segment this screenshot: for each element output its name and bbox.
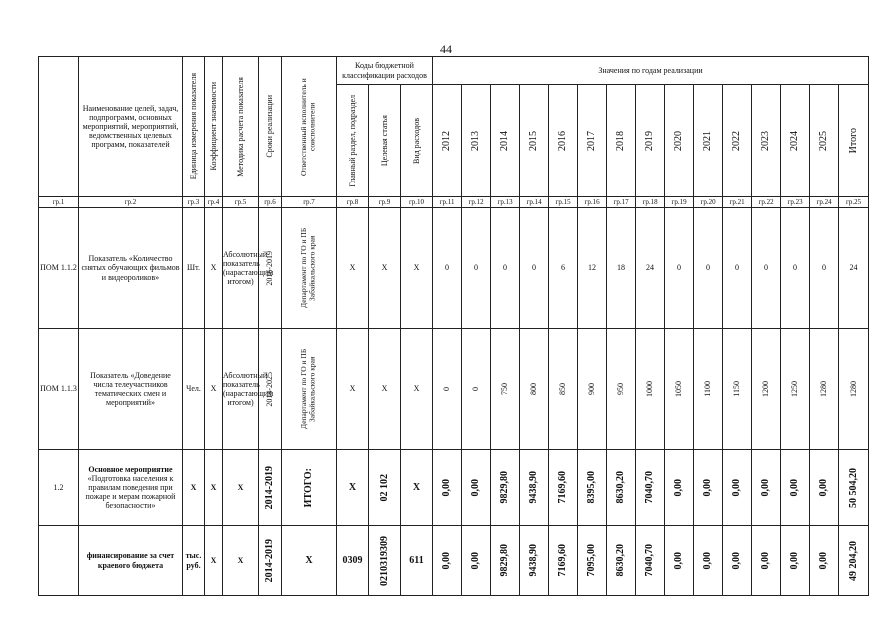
column-number: гр.9 [369, 197, 401, 208]
row-name-desc: «Подготовка населения к правилам поведения при пожаре и мерам пожарной безопасности» [85, 473, 176, 511]
row-value: 7040,70 [644, 471, 656, 504]
row-id: ПОМ 1.1.3 [39, 329, 79, 450]
row-method: Х [223, 450, 259, 526]
row-value-cell [549, 450, 578, 526]
row-value: 1280 [819, 381, 829, 397]
column-number: гр.7 [282, 197, 337, 208]
row-value-cell [433, 329, 462, 450]
row-value: 0 [694, 208, 723, 329]
row-executor-cell [282, 329, 337, 450]
row-value-cell [723, 450, 752, 526]
row-value: 0 [752, 208, 781, 329]
row-terms: 2016-2019 [265, 250, 275, 286]
row-value: 1000 [645, 381, 655, 397]
row-coef: Х [205, 329, 223, 450]
column-number: гр.23 [781, 197, 810, 208]
row-value: 900 [587, 383, 597, 395]
header-year: 2012 [441, 130, 453, 151]
header-year: 2021 [702, 130, 714, 151]
column-number: гр.24 [810, 197, 839, 208]
row-id: ПОМ 1.1.2 [39, 208, 79, 329]
row-executor: Департамент по ГО и ПБ Забайкальского края [299, 227, 317, 309]
row-value: 9829,80 [499, 471, 511, 504]
row-value: 0,00 [702, 478, 714, 497]
row-coef: Х [205, 450, 223, 526]
row-value: 0,00 [760, 551, 772, 570]
row-value: 0,00 [441, 551, 453, 570]
column-number: гр.5 [223, 197, 259, 208]
row-total: 1280 [848, 381, 858, 397]
row-value: 0,00 [760, 478, 772, 497]
row-value: 8630,20 [615, 471, 627, 504]
row-code-target: 0210319309 [378, 535, 390, 586]
row-terms: 2014-2025 [265, 371, 275, 407]
row-value-cell [578, 329, 607, 450]
header-name: Наименование целей, задач, подпрограмм, основных мероприятий, мероприятий, ведомственных целевых программ, показателей [79, 57, 183, 197]
row-code-kind: Х [401, 208, 433, 329]
row-value-cell [636, 450, 665, 526]
row-value-cell [694, 329, 723, 450]
row-value-cell [607, 450, 636, 526]
row-value: 0,00 [441, 478, 453, 497]
column-number: гр.13 [491, 197, 520, 208]
header-code-section: Главный раздел, подраздел [347, 94, 357, 187]
header-year: 2016 [557, 130, 569, 151]
row-value-cell [491, 526, 520, 596]
header-terms: Сроки реализации [265, 95, 275, 158]
row-value: 8630,20 [615, 544, 627, 577]
row-value-cell [665, 329, 694, 450]
column-number: гр.20 [694, 197, 723, 208]
row-total-cell [839, 450, 869, 526]
row-code-section: 0309 [337, 526, 369, 596]
row-name: Показатель «Количество снятых обучающих фильмов и видеороликов» [79, 208, 183, 329]
row-code-section: Х [337, 208, 369, 329]
row-value-cell [462, 329, 491, 450]
row-coef: Х [205, 526, 223, 596]
column-number: гр.15 [549, 197, 578, 208]
row-code-target: Х [369, 208, 401, 329]
header-year: 2024 [789, 130, 801, 151]
row-total: 49 204,20 [847, 540, 859, 581]
column-number: гр.1 [39, 197, 79, 208]
row-value-cell [781, 450, 810, 526]
row-total: 50 504,20 [847, 467, 859, 508]
column-number-row [39, 197, 869, 208]
column-number: гр.14 [520, 197, 549, 208]
row-executor: Х [282, 526, 337, 596]
header-year: 2020 [673, 130, 685, 151]
row-value: 0 [723, 208, 752, 329]
column-number: гр.2 [79, 197, 183, 208]
row-value: 1050 [674, 381, 684, 397]
column-number: гр.4 [205, 197, 223, 208]
row-value: 0,00 [673, 551, 685, 570]
row-name: финансирование за счет краевого бюджета [79, 526, 183, 596]
row-value: 0 [810, 208, 839, 329]
row-value: 9438,90 [528, 544, 540, 577]
row-terms-cell [259, 450, 282, 526]
row-value-cell [810, 450, 839, 526]
row-value-cell [520, 450, 549, 526]
column-number: гр.8 [337, 197, 369, 208]
header-code-target: Целевая статья [379, 114, 389, 167]
row-value-cell [752, 450, 781, 526]
row-value: 1200 [761, 381, 771, 397]
row-unit: Шт. [183, 208, 205, 329]
column-number: гр.10 [401, 197, 433, 208]
row-code-target: Х [369, 329, 401, 450]
row-value: 0,00 [470, 551, 482, 570]
row-total-cell [839, 526, 869, 596]
header-codes: Коды бюджетной классификации расходов [337, 57, 433, 85]
row-method: Х [223, 526, 259, 596]
row-unit: тыс. руб. [183, 526, 205, 596]
row-total: 24 [839, 208, 869, 329]
row-value: 7095,00 [586, 544, 598, 577]
row-value: 950 [616, 383, 626, 395]
row-value: 1100 [703, 381, 713, 397]
header-year: 2019 [644, 130, 656, 151]
row-code-target: 02 102 [378, 473, 390, 502]
row-value-cell [694, 450, 723, 526]
row-method: Абсолютный показатель (нарастающим итогом) [223, 208, 259, 329]
row-value: 0,00 [673, 478, 685, 497]
row-value-cell [781, 526, 810, 596]
row-executor: Департамент по ГО и ПБ Забайкальского края [299, 348, 317, 430]
header-year: 2023 [760, 130, 772, 151]
row-code-section: Х [337, 329, 369, 450]
row-code-target-cell [369, 526, 401, 596]
row-value-cell [549, 329, 578, 450]
column-number: гр.18 [636, 197, 665, 208]
row-value: 0 [491, 208, 520, 329]
row-value: 7169,60 [557, 544, 569, 577]
row-code-kind: Х [401, 329, 433, 450]
row-value-cell [636, 329, 665, 450]
header-code-kind: Вид расходов [411, 117, 421, 164]
header-values-by-year: Значения по годам реализации [433, 57, 869, 85]
row-value-cell [810, 329, 839, 450]
row-value-cell [578, 450, 607, 526]
row-value-cell [723, 526, 752, 596]
row-value: 0,00 [731, 551, 743, 570]
row-value-cell [723, 329, 752, 450]
row-name [79, 450, 183, 526]
header-year: 2013 [470, 130, 482, 151]
table-row [39, 208, 869, 329]
row-executor-cell [282, 450, 337, 526]
header-year: 2014 [499, 130, 511, 151]
row-value: 12 [578, 208, 607, 329]
row-name: Показатель «Доведение числа телеучастников тематических смен и мероприятий» [79, 329, 183, 450]
row-value-cell [433, 526, 462, 596]
header-total: Итого [847, 127, 859, 154]
row-value: 1150 [732, 381, 742, 397]
row-value: 0 [442, 387, 452, 391]
row-method: Абсолютный показатель (нарастающим итогом) [223, 329, 259, 450]
row-value-cell [810, 526, 839, 596]
row-value: 0 [781, 208, 810, 329]
header-year: 2018 [615, 130, 627, 151]
table-row [39, 450, 869, 526]
row-name-title: Основное мероприятие [88, 464, 173, 474]
row-code-section: Х [337, 450, 369, 526]
header-empty [39, 57, 79, 197]
row-value: 6 [549, 208, 578, 329]
column-number: гр.12 [462, 197, 491, 208]
row-value: 24 [636, 208, 665, 329]
header-year: 2015 [528, 130, 540, 151]
row-value: 9829,80 [499, 544, 511, 577]
row-value-cell [491, 450, 520, 526]
row-unit: Чел. [183, 329, 205, 450]
row-value: 800 [529, 383, 539, 395]
row-value: 0 [520, 208, 549, 329]
row-value-cell [462, 526, 491, 596]
row-value-cell [607, 329, 636, 450]
row-value: 0 [462, 208, 491, 329]
row-value-cell [665, 526, 694, 596]
header-year: 2017 [586, 130, 598, 151]
row-value: 1250 [790, 381, 800, 397]
row-terms: 2014-2019 [264, 465, 276, 510]
row-executor: ИТОГО: [303, 467, 315, 508]
row-coef: Х [205, 208, 223, 329]
page-number: 44 [440, 42, 452, 56]
table-row [39, 329, 869, 450]
row-value: 18 [607, 208, 636, 329]
header-coef: Коэффициент значимости [208, 82, 218, 171]
row-value: 750 [500, 383, 510, 395]
row-value-cell [752, 526, 781, 596]
row-code-kind: Х [401, 450, 433, 526]
row-value: 0,00 [789, 478, 801, 497]
row-value: 0,00 [818, 551, 830, 570]
row-value-cell [433, 450, 462, 526]
row-value-cell [578, 526, 607, 596]
header-year: 2022 [731, 130, 743, 151]
row-value-cell [549, 526, 578, 596]
row-value: 9438,90 [528, 471, 540, 504]
row-value: 0 [471, 387, 481, 391]
column-number: гр.25 [839, 197, 869, 208]
row-id: 1.2 [39, 450, 79, 526]
row-value-cell [636, 526, 665, 596]
row-value: 7169,60 [557, 471, 569, 504]
row-value-cell [752, 329, 781, 450]
row-total-cell [839, 329, 869, 450]
row-value: 0,00 [470, 478, 482, 497]
table-row [39, 526, 869, 596]
row-value: 0,00 [818, 478, 830, 497]
row-value: 0 [665, 208, 694, 329]
row-terms: 2014-2019 [264, 538, 276, 583]
column-number: гр.21 [723, 197, 752, 208]
row-value: 0,00 [702, 551, 714, 570]
row-value: 7040,70 [644, 544, 656, 577]
row-code-kind: 611 [401, 526, 433, 596]
header-method: Методика расчета показателя [235, 76, 245, 177]
row-value-cell [520, 526, 549, 596]
row-value: 850 [558, 383, 568, 395]
column-number: гр.6 [259, 197, 282, 208]
column-number: гр.19 [665, 197, 694, 208]
row-value-cell [491, 329, 520, 450]
row-value-cell [607, 526, 636, 596]
row-terms-cell [259, 526, 282, 596]
column-number: гр.3 [183, 197, 205, 208]
row-value-cell [665, 450, 694, 526]
column-number: гр.22 [752, 197, 781, 208]
header-executor: Ответственный исполнитель и соисполнители [299, 77, 317, 176]
row-value: 0,00 [731, 478, 743, 497]
row-code-target-cell [369, 450, 401, 526]
row-executor-cell [282, 208, 337, 329]
program-table [38, 56, 869, 596]
row-value-cell [462, 450, 491, 526]
column-number: гр.16 [578, 197, 607, 208]
row-value: 8395,00 [586, 471, 598, 504]
column-number: гр.11 [433, 197, 462, 208]
row-value: 0 [433, 208, 462, 329]
row-value-cell [694, 526, 723, 596]
row-value-cell [520, 329, 549, 450]
row-unit: Х [183, 450, 205, 526]
row-id [39, 526, 79, 596]
row-value-cell [781, 329, 810, 450]
header-year: 2025 [818, 130, 830, 151]
header-unit: Единица измерения показателя [188, 73, 198, 180]
column-number: гр.17 [607, 197, 636, 208]
row-value: 0,00 [789, 551, 801, 570]
